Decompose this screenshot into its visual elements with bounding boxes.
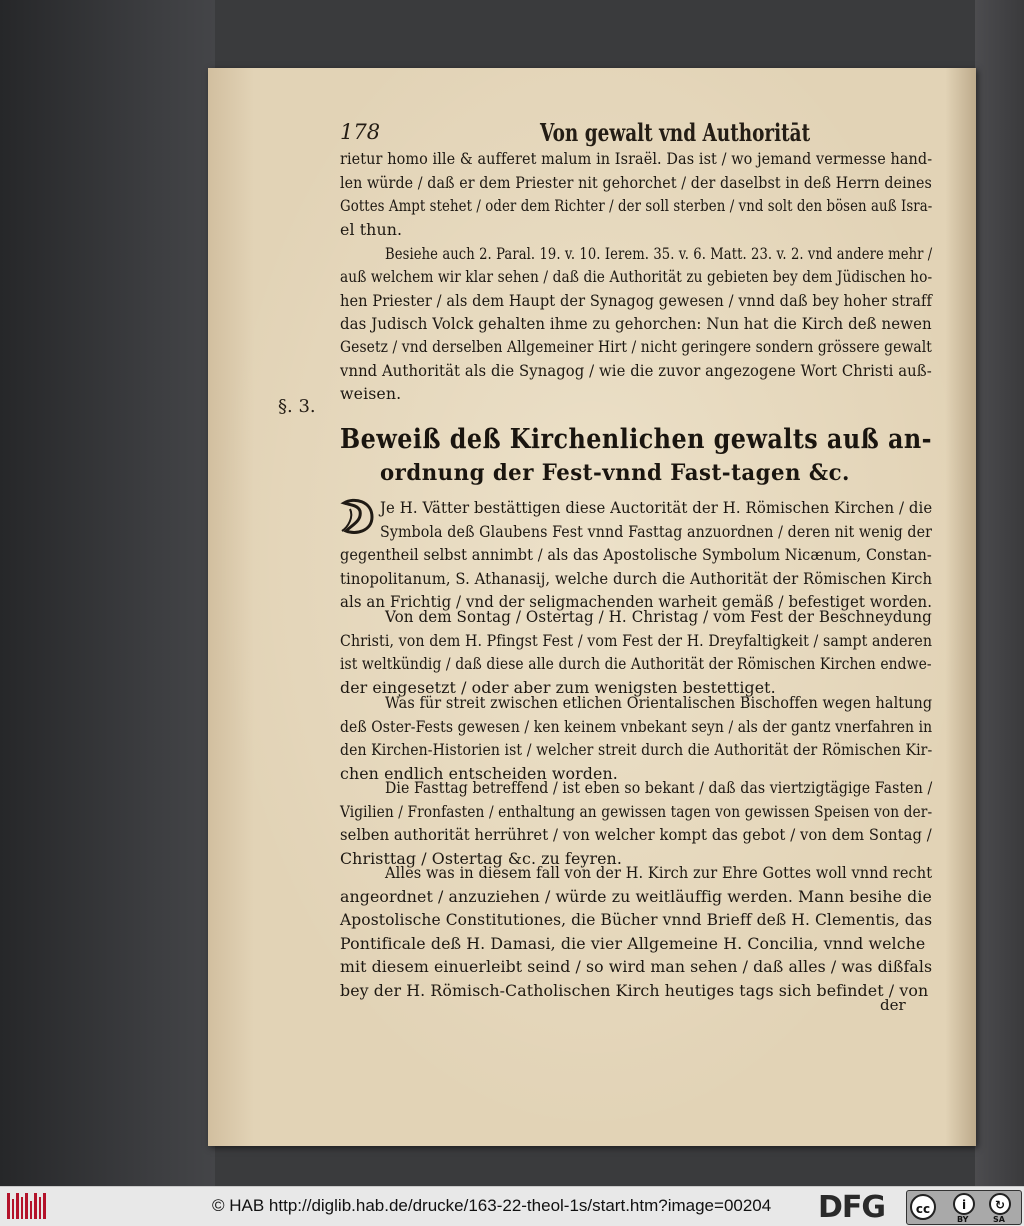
cc-by-label: BY — [957, 1215, 969, 1224]
section-heading-line-2: ordnung der Fest-vnnd Fast-tagen &c. — [380, 460, 850, 486]
hab-logo-icon — [6, 1191, 48, 1221]
text-line: Die Fasttag betreffend / ist eben so bekant / daß das viertzigtägige Fasten / — [385, 778, 933, 797]
running-head: Von gewalt vnd Authoritāt — [540, 118, 811, 147]
text-line: angeordnet / anzuziehen / würde zu weitläuffig werden. Mann besihe die — [340, 886, 932, 906]
cc-license-badge[interactable] — [906, 1190, 1022, 1225]
text-line: len würde / daß er dem Priester nit gehorchet / der daselbst in deß Herrn deines — [340, 172, 932, 192]
text-line: Christtag / Ostertag &c. zu feyren. — [340, 848, 622, 868]
cc-sa-label: SA — [993, 1215, 1005, 1224]
text-line: als an Frichtig / vnd der seligmachenden warheit gemäß / befestiget worden. — [340, 592, 933, 611]
text-line: tinopolitanum, S. Athanasij, welche durch die Authorität der Römischen Kirch — [340, 568, 933, 588]
text-line: Alles was in diesem fall von der H. Kirch zur Ehre Gottes woll vnnd recht — [385, 863, 933, 882]
viewer-background-right — [975, 0, 1024, 1186]
text-line: mit diesem einuerleibt seind / so wird man sehen / daß alles / was dißfals — [340, 957, 933, 976]
text-line: der eingesetzt / oder aber zum wenigsten bestettiget. — [340, 677, 776, 697]
text-line: Pontificale deß H. Damasi, die vier Allgemeine H. Concilia, vnnd welche — [340, 933, 926, 953]
catchword: der — [880, 996, 906, 1014]
page-header — [340, 118, 930, 148]
text-line: Besiehe auch 2. Paral. 19. v. 10. Ierem. 35. v. 6. Matt. 23. v. 2. vnd andere mehr / — [385, 244, 933, 263]
text-line: Gesetz / vnd derselben Allgemeiner Hirt / nicht geringere sondern grössere gewalt — [340, 337, 932, 357]
text-line: Von dem Sontag / Ostertag / H. Christag / vom Fest der Beschneydung — [385, 607, 932, 626]
text-line: hen Priester / als dem Haupt der Synagog gewesen / vnnd daß bey hoher straff — [340, 290, 933, 310]
text-line: selben authorität herrühret / von welcher kompt das gebot / von dem Sontag / — [340, 825, 932, 844]
viewer-footer — [0, 1186, 1024, 1226]
section-heading-line-1: Beweiß deß Kirchenlichen gewalts auß an- — [340, 424, 933, 455]
text-line: rietur homo ille & aufferet malum in Israël. Das ist / wo jemand vermesse hand- — [340, 149, 933, 168]
page-number: 178 — [340, 120, 381, 144]
text-line: auß welchem wir klar sehen / daß die Authorität zu gebieten bey dem Jüdischen ho- — [340, 267, 933, 287]
text-line: ist weltkündig / daß diese alle durch die Authorität der Römischen Kirchen endwe- — [340, 654, 932, 673]
text-line: Gottes Ampt stehet / oder dem Richter / der soll sterben / vnd solt den bösen auß Isra- — [340, 196, 933, 216]
text-line: Symbola deß Glaubens Fest vnnd Fasttag anzuordnen / deren nit wenig der — [380, 521, 933, 541]
text-line: chen endlich entscheiden worden. — [340, 763, 618, 783]
text-line: vnnd Authorität als die Synagog / wie die zuvor angezogene Wort Christi auß- — [340, 360, 932, 380]
text-line: el thun. — [340, 220, 403, 240]
text-line: Christi, von dem H. Pfingst Fest / vom Fest der H. Dreyfaltigkeit / sampt anderen — [340, 630, 933, 650]
text-line: den Kirchen-Historien ist / welcher streit durch die Authorität der Römischen Kir- — [340, 740, 933, 759]
drop-cap-ornament — [340, 497, 376, 537]
text-line: Was für streit zwischen etlichen Orientalischen Bischoffen wegen haltung — [385, 693, 933, 712]
section-number: §. 3. — [278, 396, 316, 417]
text-line: Je H. Vätter bestättigen diese Auctorität der H. Römischen Kirchen / die — [380, 498, 933, 517]
text-line: Apostolische Constitutiones, die Bücher vnnd Brieff deß H. Clementis, das — [340, 910, 933, 929]
share-alike-icon: ↻ — [989, 1193, 1011, 1215]
source-link[interactable]: © HAB http://diglib.hab.de/drucke/163-22-theol-1s/start.htm?image=00204 — [212, 1196, 772, 1215]
text-line: Vigilien / Fronfasten / enthaltung an gewissen tagen von gewissen Speisen von der- — [340, 801, 933, 821]
text-line: weisen. — [340, 383, 402, 403]
dfg-logo: DFG — [818, 1190, 886, 1225]
text-line: bey der H. Römisch-Catholischen Kirch heutiges tags sich befindet / von — [340, 980, 929, 1000]
cc-icon: cc — [910, 1194, 936, 1220]
text-line: gegentheil selbst annimbt / als das Apostolische Symbolum Nicænum, Constan- — [340, 545, 932, 564]
text-line: deß Oster-Fests gewesen / ken keinem vnbekant seyn / als der gantz vnerfahren in — [340, 716, 933, 736]
text-line: das Judisch Volck gehalten ihme zu gehorchen: Nun hat die Kirch deß newen — [340, 313, 932, 333]
attribution-icon: i — [953, 1193, 975, 1215]
viewer-background-left — [0, 0, 215, 1186]
